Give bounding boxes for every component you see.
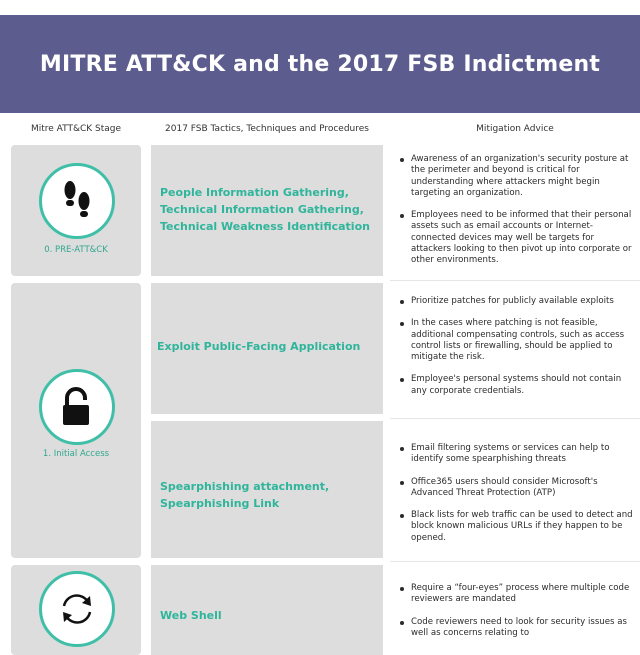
mitigation-panel-web-shell <box>390 565 640 655</box>
unlocked-padlock-icon <box>39 369 115 445</box>
mitigation-panel-reconnaissance <box>390 145 640 276</box>
mitigation-list <box>400 154 636 278</box>
ttp-panel-web-shell <box>151 565 383 655</box>
column-header-ttp: 2017 FSB Tactics, Techniques and Procedures <box>165 124 369 134</box>
ttp-text-reconnaissance: People Information Gathering, Technical Information Gathering, Technical Weakness Identification <box>160 186 370 233</box>
mitigation-item: Employees need to be informed that their personal assets such as email accounts or Internet-connected devices may well be targets for attackers looking to then pivot up into corporate or other environments. <box>400 210 636 266</box>
row-divider <box>390 561 640 562</box>
mitigation-item: Employee's personal systems should not contain any corporate credentials. <box>400 374 636 397</box>
stage-panel-initial-access <box>11 283 141 558</box>
mitigation-item: Black lists for web traffic can be used to detect and block known malicious URLs if they happen to be opened. <box>400 510 636 544</box>
ttp-text-spearphishing: Spearphishing attachment, Spearphishing Link <box>160 480 330 510</box>
stage-panel-persistence <box>11 565 141 655</box>
mitigation-list <box>400 443 636 555</box>
title-banner <box>0 15 640 113</box>
top-strip <box>0 0 640 15</box>
row-divider <box>390 280 640 281</box>
ttp-panel-exploit-public-facing <box>151 283 383 414</box>
mitigation-list <box>400 583 636 650</box>
mitigation-item: Office365 users should consider Microsoft's Advanced Threat Protection (ATP) <box>400 477 636 500</box>
column-header-mitigation: Mitigation Advice <box>476 124 554 134</box>
stage-label-initial-access: 1. Initial Access <box>42 449 110 459</box>
mitigation-item: Prioritize patches for publicly available exploits <box>400 296 636 307</box>
ttp-text-web-shell: Web Shell <box>160 609 222 622</box>
stage-label-pre-attack: 0. PRE-ATT&CK <box>44 245 108 255</box>
stage-panel-pre-attack <box>11 145 141 276</box>
footprints-icon <box>39 163 115 239</box>
mitigation-item: In the cases where patching is not feasible, additional compensating controls, such as access control lists or firewalling, should be applied to mitigate the risk. <box>400 318 636 363</box>
page-title: MITRE ATT&CK and the 2017 FSB Indictment <box>39 51 601 77</box>
refresh-cycle-icon <box>39 571 115 647</box>
row-divider <box>390 418 640 419</box>
ttp-text-exploit-public-facing: Exploit Public-Facing Application <box>157 340 361 353</box>
mitigation-item: Awareness of an organization's security posture at the perimeter and beyond is critical for understanding where attackers might begin targeting an organization. <box>400 154 636 199</box>
mitigation-item: Require a “four-eyes” process where multiple code reviewers are mandated <box>400 583 636 606</box>
mitigation-list <box>400 296 636 408</box>
column-header-stage: Mitre ATT&CK Stage <box>30 124 122 134</box>
mitigation-item: Email filtering systems or services can help to identify some spearphishing threats <box>400 443 636 466</box>
ttp-panel-spearphishing <box>151 421 383 558</box>
ttp-panel-reconnaissance <box>151 145 383 276</box>
mitigation-panel-exploit-public-facing <box>390 283 640 414</box>
mitigation-item: Code reviewers need to look for security issues as well as concerns relating to <box>400 617 636 640</box>
mitigation-panel-spearphishing <box>390 421 640 558</box>
